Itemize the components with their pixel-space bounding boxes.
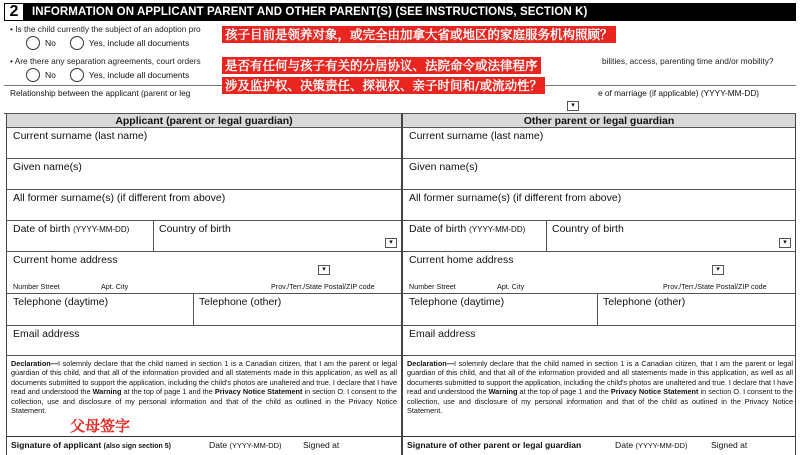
agreements-yes-radio[interactable] <box>70 68 84 82</box>
adoption-yes-option[interactable]: Yes, include all documents <box>70 36 189 50</box>
relationship-dropdown-icon[interactable]: ▾ <box>567 101 579 111</box>
applicant-former-surname-field[interactable]: All former surname(s) (if different from above) <box>7 190 401 221</box>
applicant-address-field[interactable]: Current home address ▾ Number Street Apt. City Prov./Terr./State Postal/ZIP code <box>7 252 401 294</box>
applicant-dob-label[interactable]: Date of birth (YYYY-MM-DD) <box>13 223 130 235</box>
applicant-province-dropdown-icon[interactable]: ▾ <box>318 265 330 275</box>
applicant-tel-other-label[interactable]: Telephone (other) <box>199 296 282 308</box>
applicant-signed-at-label: Signed at <box>303 440 340 450</box>
other-surname-field[interactable]: Current surname (last name) <box>403 128 795 159</box>
other-dob-country-row <box>403 221 795 252</box>
question-agreements-suffix: bilities, access, parenting time and/or mobility? <box>602 56 774 66</box>
applicant-email-field[interactable]: Email address <box>7 326 401 356</box>
agreements-no-option[interactable]: No <box>26 68 56 82</box>
other-country-dropdown-icon[interactable]: ▾ <box>779 238 791 248</box>
section-header <box>4 3 796 21</box>
other-tel-other-label[interactable]: Telephone (other) <box>603 296 686 308</box>
other-signed-at-label: Signed at <box>711 440 748 450</box>
other-signature-row[interactable] <box>403 436 795 450</box>
agreements-yes-option[interactable]: Yes, include all documents <box>70 68 189 82</box>
applicant-tel-day-label[interactable]: Telephone (daytime) <box>13 296 109 308</box>
applicant-dob-country-row <box>7 221 401 252</box>
overlay-agreements-translation-2: 涉及监护权、决策责任、探视权、亲子时间和/或流动性？ <box>222 77 545 94</box>
applicant-country-dropdown-icon[interactable]: ▾ <box>385 238 397 248</box>
other-email-field[interactable]: Email address <box>403 326 795 356</box>
other-country-label[interactable]: Country of birth <box>552 223 624 235</box>
section-title: INFORMATION ON APPLICANT PARENT AND OTHER PARENT(S) (SEE INSTRUCTIONS, SECTION K) <box>32 6 588 18</box>
relationship-label: Relationship between the applicant (parent or leg <box>10 88 191 98</box>
agreements-radio-group <box>26 68 203 82</box>
section-number: 2 <box>4 3 24 21</box>
other-given-field[interactable]: Given name(s) <box>403 159 795 190</box>
applicant-column <box>6 114 402 455</box>
applicant-country-label[interactable]: Country of birth <box>159 223 231 235</box>
other-former-surname-field[interactable]: All former surname(s) (if different from above) <box>403 190 795 221</box>
overlay-adoption-translation: 孩子目前是领养对象，或完全由加拿大省或地区的家庭服务机构照顾？ <box>222 26 616 43</box>
adoption-no-radio[interactable] <box>26 36 40 50</box>
agreements-no-radio[interactable] <box>26 68 40 82</box>
applicant-signature-row[interactable] <box>7 436 401 450</box>
other-signature-label: Signature of other parent or legal guardian <box>407 440 582 450</box>
parent-signature-overlay: 父母签字 <box>70 417 131 435</box>
applicant-header: Applicant (parent or legal guardian) <box>7 114 401 128</box>
other-date-label: Date (YYYY-MM-DD) <box>615 440 688 450</box>
applicant-telephone-row <box>7 294 401 326</box>
adoption-no-option[interactable]: No <box>26 36 56 50</box>
applicant-signature-label: Signature of applicant (also sign section 5) <box>11 440 171 450</box>
adoption-yes-radio[interactable] <box>70 36 84 50</box>
marriage-date-label: e of marriage (if applicable) (YYYY-MM-DD) <box>598 88 760 98</box>
other-dob-label[interactable]: Date of birth (YYYY-MM-DD) <box>409 223 526 235</box>
other-province-dropdown-icon[interactable]: ▾ <box>712 265 724 275</box>
applicant-given-field[interactable]: Given name(s) <box>7 159 401 190</box>
question-agreements: • Are there any separation agreements, court orders <box>10 56 201 66</box>
adoption-radio-group <box>26 36 203 50</box>
other-parent-column <box>402 114 796 455</box>
applicant-date-label: Date (YYYY-MM-DD) <box>209 440 282 450</box>
overlay-agreements-translation-1: 是否有任何与孩子有关的分居协议、法院命令或法律程序 <box>222 57 541 74</box>
question-adoption: • Is the child currently the subject of an adoption pro <box>10 24 201 34</box>
other-telephone-row <box>403 294 795 326</box>
other-address-field[interactable]: Current home address ▾ Number Street Apt. City Prov./Terr./State Postal/ZIP code <box>403 252 795 294</box>
other-parent-header: Other parent or legal guardian <box>403 114 795 128</box>
applicant-surname-field[interactable]: Current surname (last name) <box>7 128 401 159</box>
other-declaration: Declaration—I solemnly declare that the child named in section 1 is a Canadian citizen, that I am the parent or legal guardian of this child, and that all of the information provided and all statements made in this application, as well as all documents submitted to support the application, including the child's photos are unaltered and true. I declare that I have read and understood the Warning at the top of page 1 and the Privacy Notice Statement in section O. I consent to the collection, use and disclosure of my personal information and that of the child as outlined in the Privacy Notice Statement. <box>407 359 793 416</box>
other-tel-day-label[interactable]: Telephone (daytime) <box>409 296 505 308</box>
applicant-declaration: Declaration—I solemnly declare that the child named in section 1 is a Canadian citizen, that I am the parent or legal guardian of this child, and that all of the information provided and all statements made in this application, as well as all documents submitted to support the application, including the child's photos are unaltered and true. I declare that I have read and understood the Warning at the top of page 1 and the Privacy Notice Statement in section O. I consent to the collection, use and disclosure of my personal information and that of the child as outlined in the Privacy Notice Statement. <box>11 359 397 416</box>
